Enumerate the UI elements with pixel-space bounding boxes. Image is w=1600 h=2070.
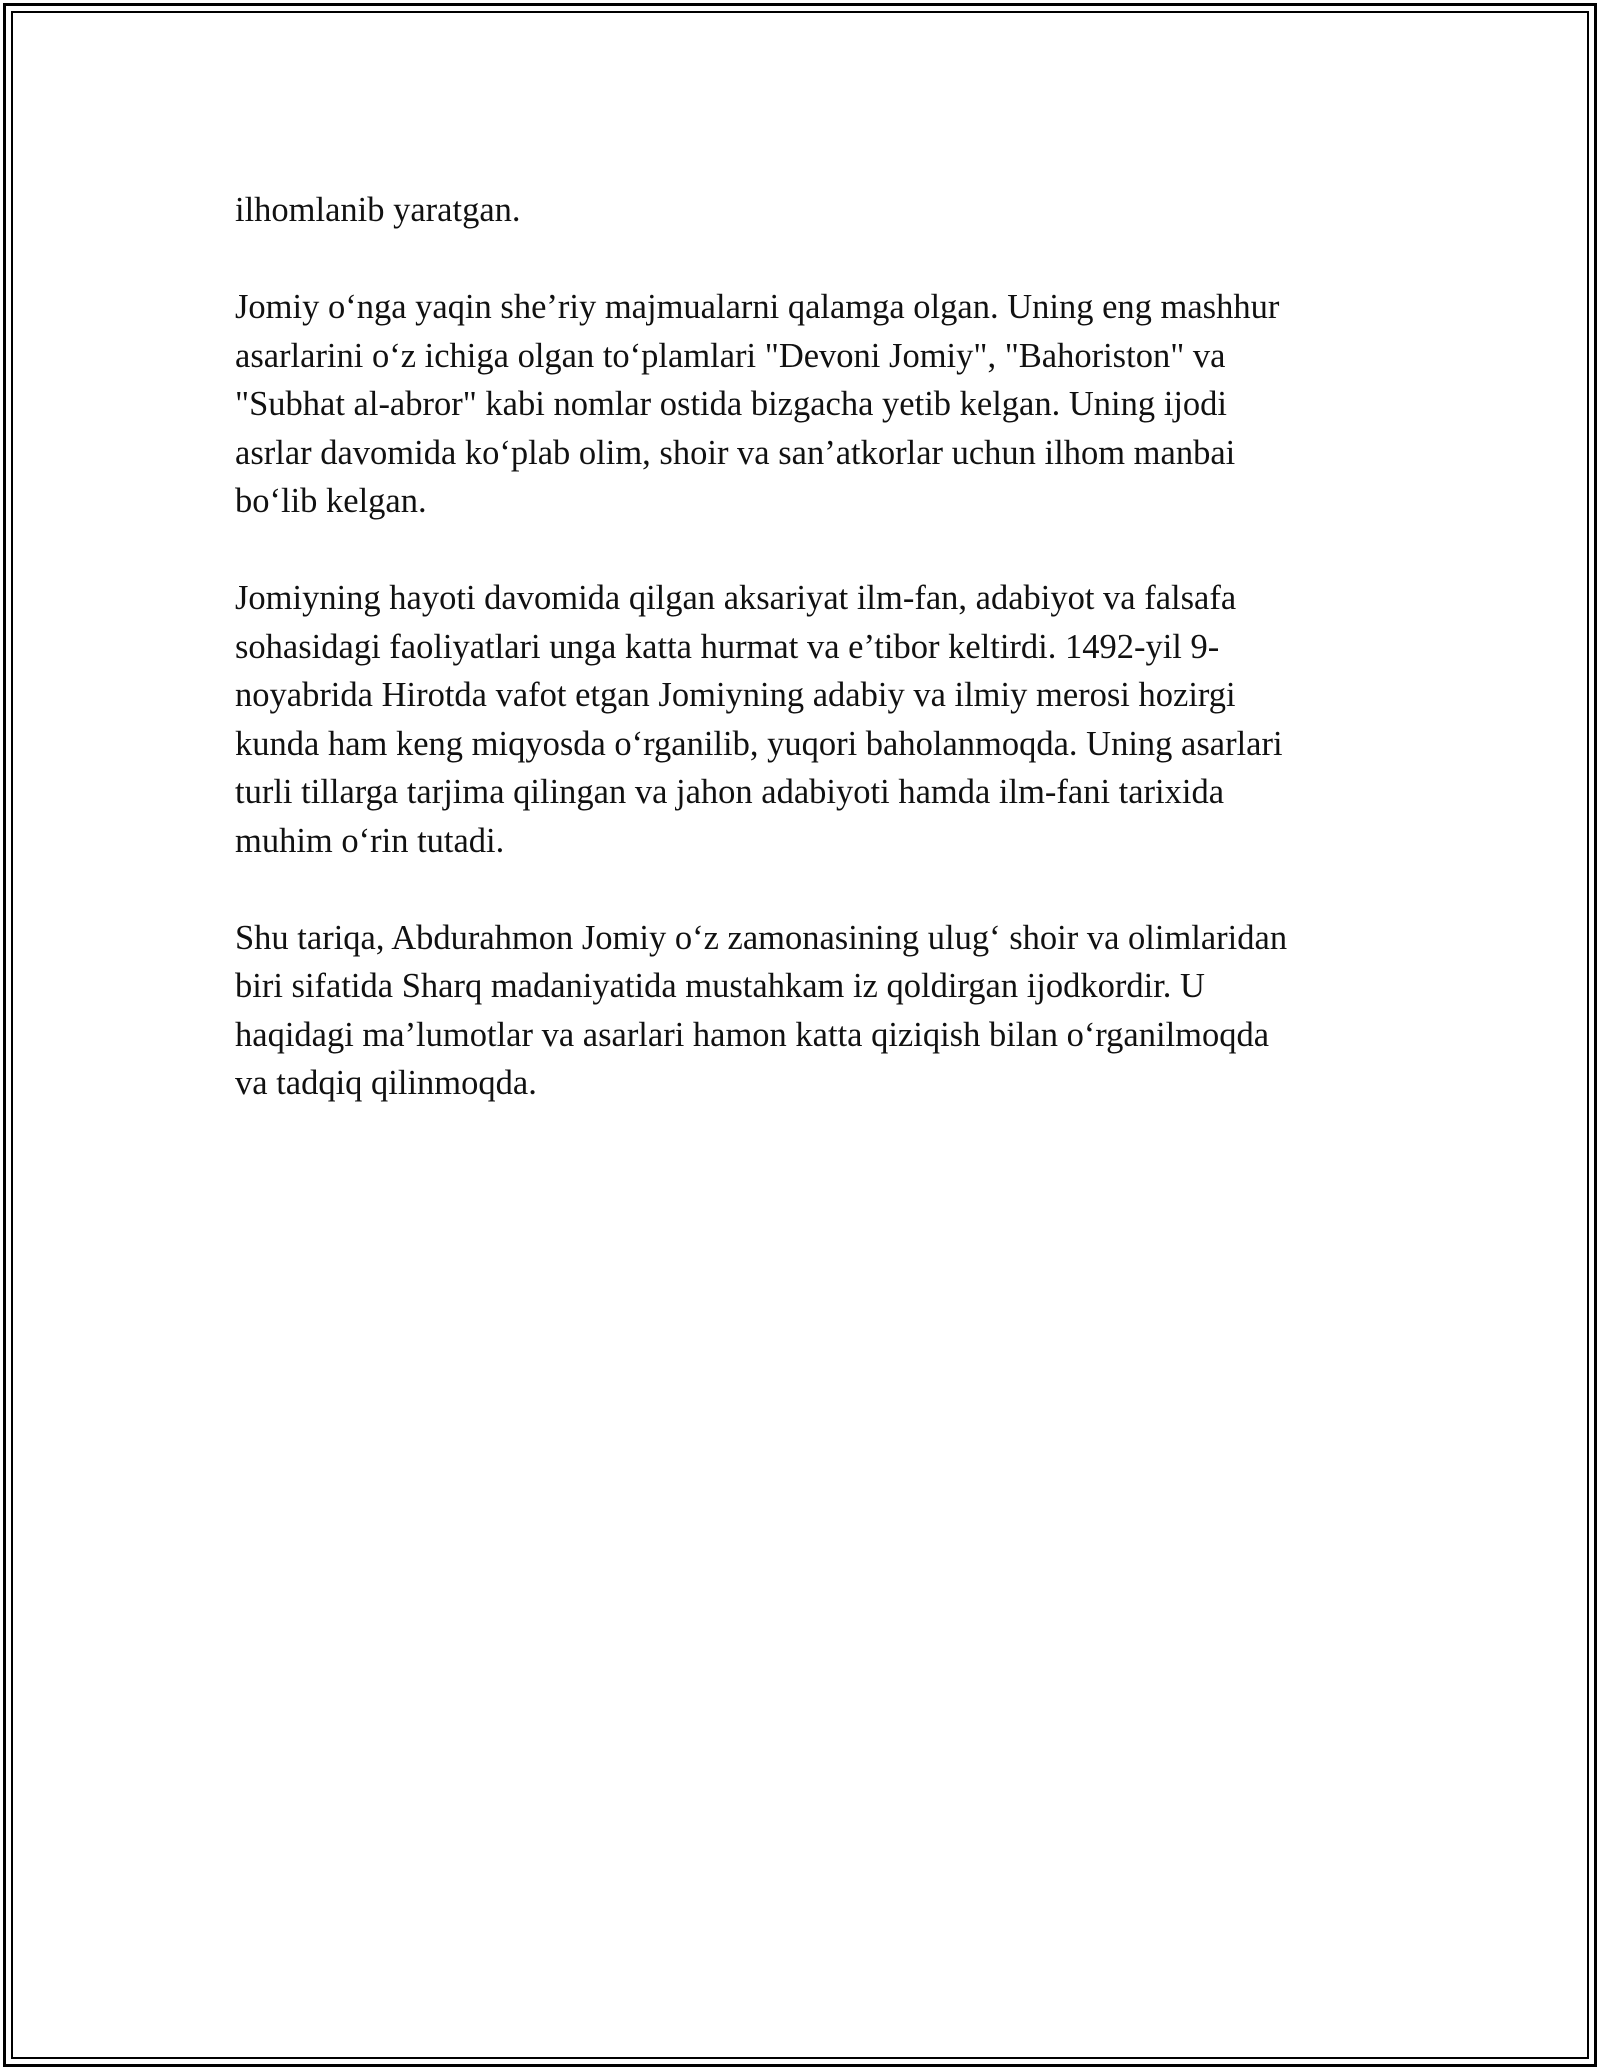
text-line: asrlar davomida ko‘plab olim, shoir va san’atkorlar uchun ilhom manbai <box>235 433 1236 472</box>
text-line: noyabrida Hirotda vafot etgan Jomiyning adabiy va ilmiy merosi hozirgi <box>235 676 1236 714</box>
paragraph-4 <box>235 914 1365 1108</box>
text-line: Jomiyning hayoti davomida qilgan aksariyat ilm-fan, adabiyot va falsafa <box>235 579 1237 617</box>
text-line: Jomiy o‘nga yaqin she’riy majmualarni qalamga olgan. Uning eng mashhur <box>235 288 1280 326</box>
text-line: "Subhat al-abror" kabi nomlar ostida bizgacha yetib kelgan. Uning ijodi <box>235 385 1227 423</box>
text-line: haqidagi ma’lumotlar va asarlari hamon katta qiziqish bilan o‘rganilmoqda <box>235 1015 1270 1054</box>
text-line: bo‘lib kelgan. <box>235 482 427 520</box>
text-line: asarlarini o‘z ichiga olgan to‘plamlari "Devoni Jomiy", "Bahoriston" va <box>235 336 1226 375</box>
text-line: turli tillarga tarjima qilingan va jahon adabiyoti hamda ilm-fani tarixida <box>235 773 1225 811</box>
text-line: biri sifatida Sharq madaniyatida mustahkam iz qoldirgan ijodkordir. U <box>235 967 1205 1005</box>
text-line: va tadqiq qilinmoqda. <box>235 1064 537 1102</box>
paragraph-1 <box>235 186 1365 235</box>
text-line: muhim o‘rin tutadi. <box>235 821 505 860</box>
paragraph-3 <box>235 574 1365 865</box>
text-line: kunda ham keng miqyosda o‘rganilib, yuqori baholanmoqda. Uning asarlari <box>235 724 1283 763</box>
text-line: ilhomlanib yaratgan. <box>235 191 521 229</box>
text-line: sohasidagi faoliyatlari unga katta hurmat va e’tibor keltirdi. 1492-yil 9- <box>235 627 1220 666</box>
text-line: Shu tariqa, Abdurahmon Jomiy o‘z zamonasining ulug‘ shoir va olimlaridan <box>235 918 1288 957</box>
paragraph-2 <box>235 283 1365 526</box>
document-body <box>235 186 1365 1156</box>
